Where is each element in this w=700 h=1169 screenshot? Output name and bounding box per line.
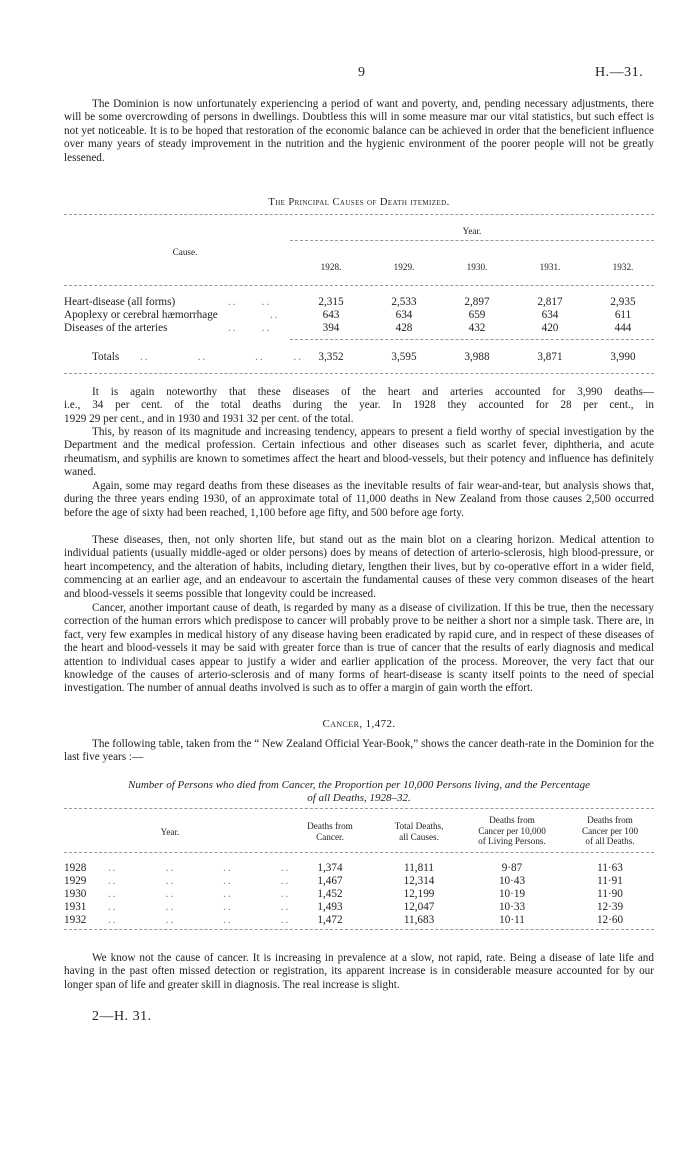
table2-total-deaths-header	[376, 821, 462, 842]
table1-value: 659	[468, 309, 486, 321]
table1-bottom-rule	[64, 373, 654, 374]
table2-per10000: 10·33	[498, 901, 526, 913]
table1-top-rule	[64, 214, 654, 215]
table1-year-1930: 1930.	[466, 262, 488, 272]
table2-caption-line2: of all Deaths, 1928–32.	[307, 792, 411, 804]
leader-dots: ..	[270, 309, 280, 321]
leader-dots: .. .. .. ..	[108, 914, 291, 926]
table2-per100: 11·90	[597, 888, 623, 900]
table2-top-rule	[64, 808, 654, 809]
table2-per10000: 10·19	[498, 888, 526, 900]
table2-total: 12,314	[403, 875, 435, 887]
table2-caption-line1: Number of Persons who died from Cancer, the Proportion per 10,000 Persons living, and the Percentage	[128, 779, 590, 791]
table1-value: 428	[395, 322, 413, 334]
paragraph-special-investigation: This, by reason of its magnitude and increasing tendency, appears to present a field worthy of special investigation by the Department and the medical profession. Certain infectious and other diseases such as scarlet fever, diphtheria, and acute rheumatism, and syphilis are known to sometimes affect the heart and blood-vessels, but their potency and influence has definitely waned.	[64, 426, 654, 479]
table2-total: 11,683	[403, 914, 435, 926]
table2-total: 11,811	[404, 862, 434, 874]
header-line: of all Deaths.	[585, 836, 635, 846]
paragraph-line: i.e., 34 per cent. of the total deaths during the year. In 1928 they accounted for 28 per cent., in	[64, 399, 654, 412]
table1-value: 634	[395, 309, 413, 321]
leader-dots: .. .. .. ..	[108, 901, 291, 913]
leader-dots: .. .. .. ..	[108, 875, 291, 887]
leader-dots: .. ..	[228, 322, 272, 334]
table2-per10000: 10·43	[498, 875, 526, 887]
table2-deaths: 1,452	[317, 888, 343, 900]
table2-deaths: 1,493	[317, 901, 343, 913]
paragraph-year-book-intro: The following table, taken from the “ New Zealand Official Year-Book,” shows the cancer death-rate in the Dominion for the last five years :—	[64, 738, 654, 764]
table1-value: 2,935	[610, 296, 636, 308]
table2-year: 1931	[64, 901, 87, 913]
table2-deaths-cancer-header	[290, 821, 370, 842]
header-line: all Causes.	[399, 831, 439, 842]
header-line: Deaths from	[489, 815, 535, 825]
table1-value: 420	[541, 322, 559, 334]
table2-per10000: 9·87	[501, 862, 523, 874]
table1-total: 3,595	[391, 351, 417, 363]
table1-value: 2,897	[464, 296, 490, 308]
table1-value: 611	[614, 309, 632, 321]
table1-year-rule	[290, 240, 654, 241]
table2-year-header: Year.	[160, 827, 180, 837]
table1-totals-label: Totals	[92, 351, 120, 363]
table2-bottom-rule	[64, 929, 654, 930]
table1-value: 444	[614, 322, 632, 334]
table2-total: 12,199	[403, 888, 435, 900]
page-number: 9	[358, 65, 365, 80]
table1-value: 2,817	[537, 296, 563, 308]
header-line: Cancer per 100	[581, 825, 639, 836]
paragraph-heart-disease-share	[64, 386, 654, 426]
paragraph-cancer-civilization: Cancer, another important cause of death, is regarded by many as a disease of civilization. If this be true, then the necessary correction of the human errors which predispose to cancer will probably prove to be neither a short nor a simple task. There are, in fact, very few examples in medical history of any disease having been eradicated by rapid cure, and in respect of these diseases of the heart and blood-vessels it may be said with greater force than is true of cancer that the results of early diagnosis and medical attention to individual cases appear to justify a wider and earlier application of the process. Moreover, the very fact that our knowledge of the causes of arterio-sclerosis and of many forms of heart-disease is scanty itself points to the need of special investigation. The number of annual deaths involved is such as to offer a margin of gain worth the effort.	[64, 602, 654, 695]
table1-total: 3,871	[537, 351, 563, 363]
header-line: Cancer per 10,000	[478, 825, 546, 836]
table1-total: 3,990	[610, 351, 636, 363]
table2-per100: 12·39	[596, 901, 624, 913]
table1-cause-label: Heart-disease (all forms)	[64, 296, 176, 308]
table1-total: 3,988	[464, 351, 490, 363]
header-line: Total Deaths,	[394, 821, 444, 831]
document-reference: H.—31.	[595, 65, 644, 80]
table1-value: 2,533	[391, 296, 417, 308]
paragraph-wear-and-tear: Again, some may regard deaths from these diseases as the inevitable results of fair wear-and-tear, but analysis shows that, during the three years ending 1930, of an approximate total of 11,000 deaths in New Zealand from those causes 2,500 occurred before the age of sixty had been reached, 1,100 before age fifty, and 500 before age forty.	[64, 480, 654, 519]
paragraph-shorten-life: These diseases, then, not only shorten life, but stand out as the main blot on a clearing horizon. Medical attention to individual patients (usually middle-aged or older persons) does by means of detection of arterio-sclerosis, high blood-pressure, or heart incompetency, and the alteration of habits, including dietary, lengthen their lives, but by co-operative effort in a wider field, commencing at an earlier age, and an endeavour to ascertain the fundamental causes of these very common diseases of the heart and blood-vessels it seems possible that longevity could be increased.	[64, 534, 654, 600]
table2-per100: 11·63	[597, 862, 623, 874]
paragraph-line: 1929 29 per cent., and in 1930 and 1931 32 per cent. of the total.	[64, 412, 354, 425]
cancer-heading: Cancer, 1,472.	[322, 718, 396, 730]
table2-deaths: 1,374	[317, 862, 343, 874]
table2-deaths: 1,467	[317, 875, 343, 887]
table2-per100: 12·60	[596, 914, 624, 926]
table2-per100: 11·91	[597, 875, 623, 887]
table1-year-1932: 1932.	[612, 262, 634, 272]
header-line: Deaths from	[307, 821, 353, 831]
table2-year: 1929	[64, 875, 87, 887]
table1-total: 3,352	[318, 351, 344, 363]
header-line: Cancer.	[316, 831, 344, 842]
table2-year: 1932	[64, 914, 87, 926]
table1-year-header: Year.	[462, 226, 482, 236]
table2-year: 1930	[64, 888, 87, 900]
table2-total: 12,047	[403, 901, 435, 913]
paragraph-economic-conditions: The Dominion is now unfortunately experiencing a period of want and poverty, and, pending necessary adjustments, there will be some overcrowding of persons in dwellings. Doubtless this will in some measure mar our vital statistics, but such effect is not yet noticeable. It is to be hoped that restoration of the economic balance can be achieved in order that the beneficient influence over many years of steady improvement in the nutrition and the hygienic environment of the poorer people will not be greatly lessened.	[64, 98, 654, 164]
table2-per100-header	[566, 815, 654, 847]
footer-signature: 2—H. 31.	[92, 1009, 152, 1024]
leader-dots: .. ..	[228, 296, 272, 308]
table1-cause-label: Apoplexy or cerebral hæmorrhage	[64, 309, 218, 321]
table1-totals-rule	[290, 339, 654, 340]
leader-dots: .. .. .. ..	[108, 888, 291, 900]
table1-year-1928: 1928.	[320, 262, 342, 272]
paragraph-line: It is again noteworthy that these diseases of the heart and arteries accounted for 3,990 deaths—	[92, 386, 654, 398]
table1-value: 394	[322, 322, 340, 334]
table2-header-rule	[64, 852, 654, 853]
table1-title: The Principal Causes of Death itemized.	[268, 197, 450, 208]
table1-value: 634	[541, 309, 559, 321]
table1-value: 2,315	[318, 296, 344, 308]
table1-cause-label: Diseases of the arteries	[64, 322, 168, 334]
table1-cause-header: Cause.	[172, 247, 198, 257]
table1-value: 432	[468, 322, 486, 334]
leader-dots: .. .. .. ..	[108, 862, 291, 874]
table2-year: 1928	[64, 862, 87, 874]
table1-year-1929: 1929.	[393, 262, 415, 272]
paragraph-cancer-cause-unknown: We know not the cause of cancer. It is increasing in prevalence at a slow, not rapid, rate. Being a disease of late life and having in the past often missed detection or registration, its apparent increase is in considerable measure accounted for by our longer span of life and greater skill in diagnosis. The real increase is slight.	[64, 952, 654, 991]
table1-header-rule	[64, 285, 654, 286]
table2-per10000-header	[464, 815, 560, 847]
header-line: of Living Persons.	[478, 836, 546, 846]
table2-deaths: 1,472	[317, 914, 343, 926]
table1-year-1931: 1931.	[539, 262, 561, 272]
leader-dots: .. .. .. ..	[140, 351, 304, 363]
table1-value: 643	[322, 309, 340, 321]
table2-per10000: 10·11	[499, 914, 525, 926]
header-line: Deaths from	[587, 815, 633, 825]
